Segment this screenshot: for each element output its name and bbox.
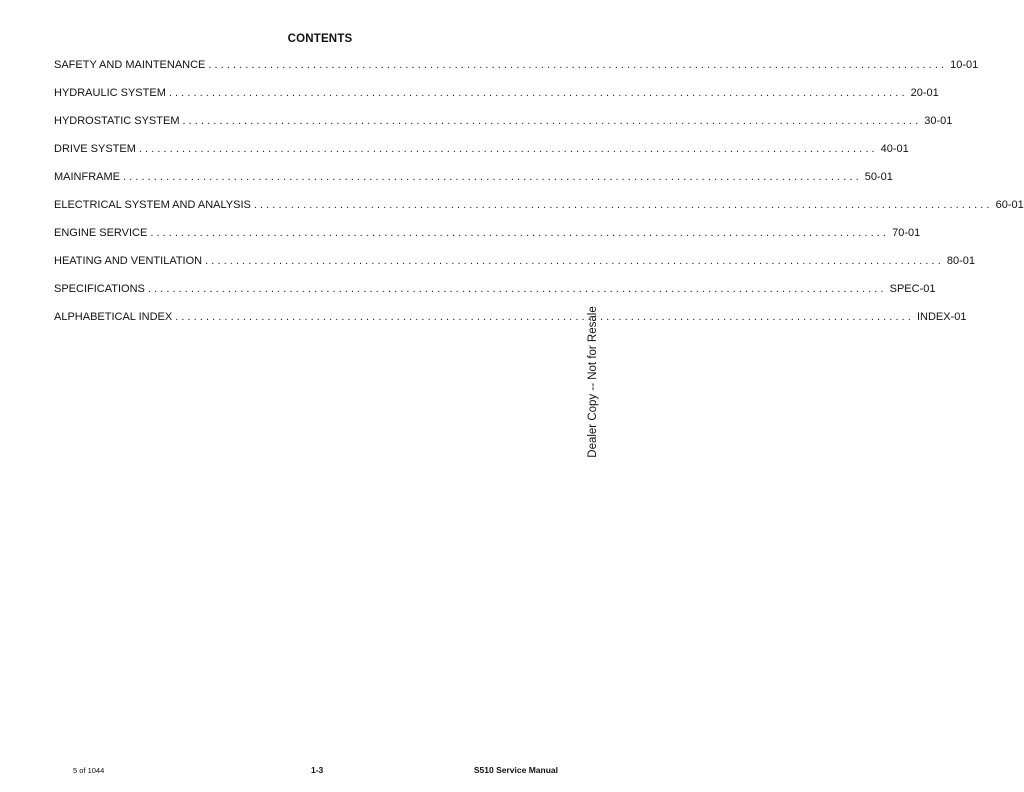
- toc-entry-label: HYDROSTATIC SYSTEM: [54, 115, 180, 127]
- toc-leader-dots: ........................................................................................................................: [123, 171, 862, 183]
- toc-leader-dots: ........................................................................................................................: [168, 87, 908, 99]
- toc-entry-engine-service[interactable]: [54, 226, 921, 254]
- toc-entry-page: 20-01: [910, 87, 939, 99]
- toc-entry-page: 40-01: [880, 143, 909, 155]
- toc-entry-drive-system[interactable]: [54, 142, 909, 170]
- page-number: 1-3: [311, 765, 324, 775]
- toc-leader-dots: ........................................................................................................................: [138, 143, 878, 155]
- toc-entry-specifications[interactable]: [54, 282, 936, 310]
- manual-title: S510 Service Manual: [473, 765, 558, 775]
- toc-leader-dots: ........................................................................................................................: [147, 283, 887, 295]
- toc-leader-dots: ........................................................................................................................: [208, 59, 948, 71]
- toc-entry-electrical-system-and-analysis[interactable]: [54, 198, 1024, 226]
- toc-entry-label: ELECTRICAL SYSTEM AND ANALYSIS: [54, 199, 251, 211]
- page-title: CONTENTS: [287, 33, 353, 45]
- toc-entry-page: 70-01: [892, 227, 921, 239]
- watermark-text: Dealer Copy -- Not for Resale: [587, 306, 599, 458]
- toc-entry-mainframe[interactable]: [54, 170, 893, 198]
- toc-entry-page: INDEX-01: [916, 311, 967, 323]
- toc-leader-dots: ........................................................................................................................: [175, 311, 914, 323]
- toc-entry-label: HEATING AND VENTILATION: [54, 255, 203, 267]
- toc-leader-dots: ........................................................................................................................: [253, 199, 993, 211]
- toc-entry-label: ALPHABETICAL INDEX: [54, 311, 173, 323]
- toc-entry-label: MAINFRAME: [54, 171, 120, 183]
- toc-entry-alphabetical-index[interactable]: [54, 310, 967, 338]
- toc-entry-hydraulic-system[interactable]: [54, 86, 939, 114]
- toc-entry-page: 80-01: [946, 255, 976, 267]
- toc-entry-label: HYDRAULIC SYSTEM: [54, 87, 166, 99]
- toc-entry-page: 30-01: [924, 115, 953, 127]
- toc-entry-page: SPEC-01: [889, 283, 936, 295]
- toc-entry-label: DRIVE SYSTEM: [54, 143, 136, 155]
- toc-leader-dots: ........................................................................................................................: [150, 227, 890, 239]
- toc-leader-dots: ........................................................................................................................: [205, 255, 944, 267]
- toc-entry-label: SPECIFICATIONS: [54, 283, 145, 295]
- toc-entry-page: 10-01: [950, 59, 979, 71]
- toc-leader-dots: ........................................................................................................................: [182, 115, 922, 127]
- toc-entry-hydrostatic-system[interactable]: [54, 114, 953, 142]
- toc-entry-page: 50-01: [864, 171, 893, 183]
- toc-entry-label: ENGINE SERVICE: [54, 227, 148, 239]
- toc-entry-safety-and-maintenance[interactable]: [54, 58, 979, 86]
- toc-entry-heating-and-ventilation[interactable]: [54, 254, 976, 282]
- toc-entry-label: SAFETY AND MAINTENANCE: [54, 59, 206, 71]
- table-of-contents: [54, 58, 1024, 338]
- toc-entry-page: 60-01: [995, 199, 1024, 211]
- page-count: 5 of 1044: [73, 766, 105, 775]
